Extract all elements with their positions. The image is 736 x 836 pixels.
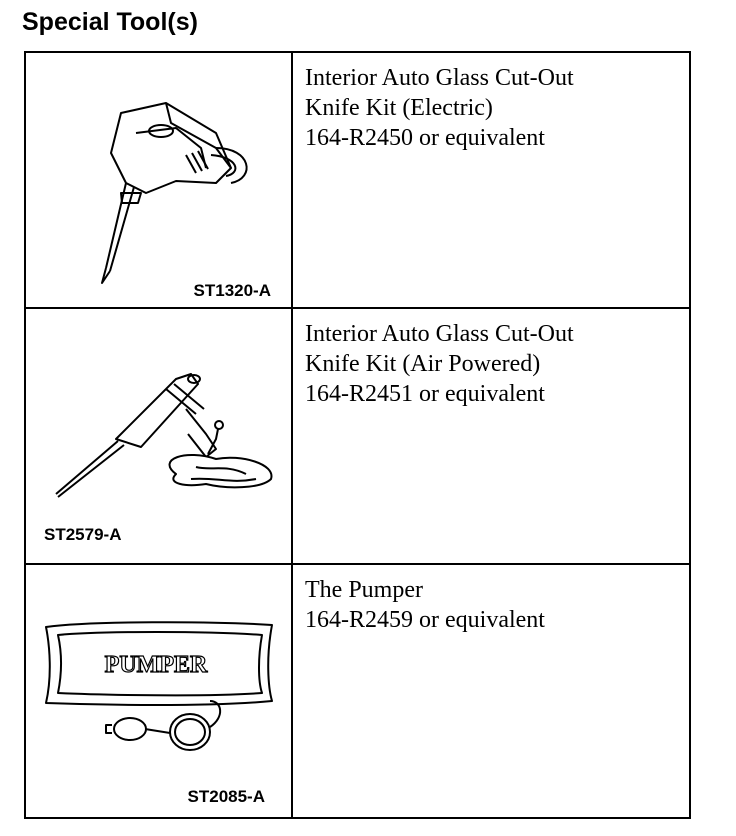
tool-image-code: ST2579-A [44,525,122,544]
special-tools-table [24,51,691,819]
tool-image-cell [26,53,293,307]
tool-image-code: ST2085-A [187,787,265,806]
page-title: Special Tool(s) [22,8,198,36]
description-line: Knife Kit (Electric) [305,95,493,121]
air-powered-glass-cut-out-knife-icon [46,339,286,499]
tool-image-code: ST1320-A [193,281,271,300]
description-line: 164-R2451 or equivalent [305,381,545,407]
electric-glass-cut-out-knife-icon [66,93,266,293]
tool-row [26,565,689,817]
description-line: Knife Kit (Air Powered) [305,351,541,377]
pumper-label: PUMPER [104,652,208,678]
tool-row [26,309,689,565]
tool-description [293,565,689,817]
description-line: 164-R2459 or equivalent [305,607,545,633]
pumper-icon [40,617,280,767]
tool-description [293,309,689,563]
description-line: 164-R2450 or equivalent [305,125,545,151]
description-line: The Pumper [305,577,423,603]
tool-description [293,53,689,307]
tool-image-cell [26,565,293,817]
tool-row [26,53,689,309]
description-line: Interior Auto Glass Cut-Out [305,65,574,91]
tool-image-cell [26,309,293,563]
description-line: Interior Auto Glass Cut-Out [305,321,574,347]
